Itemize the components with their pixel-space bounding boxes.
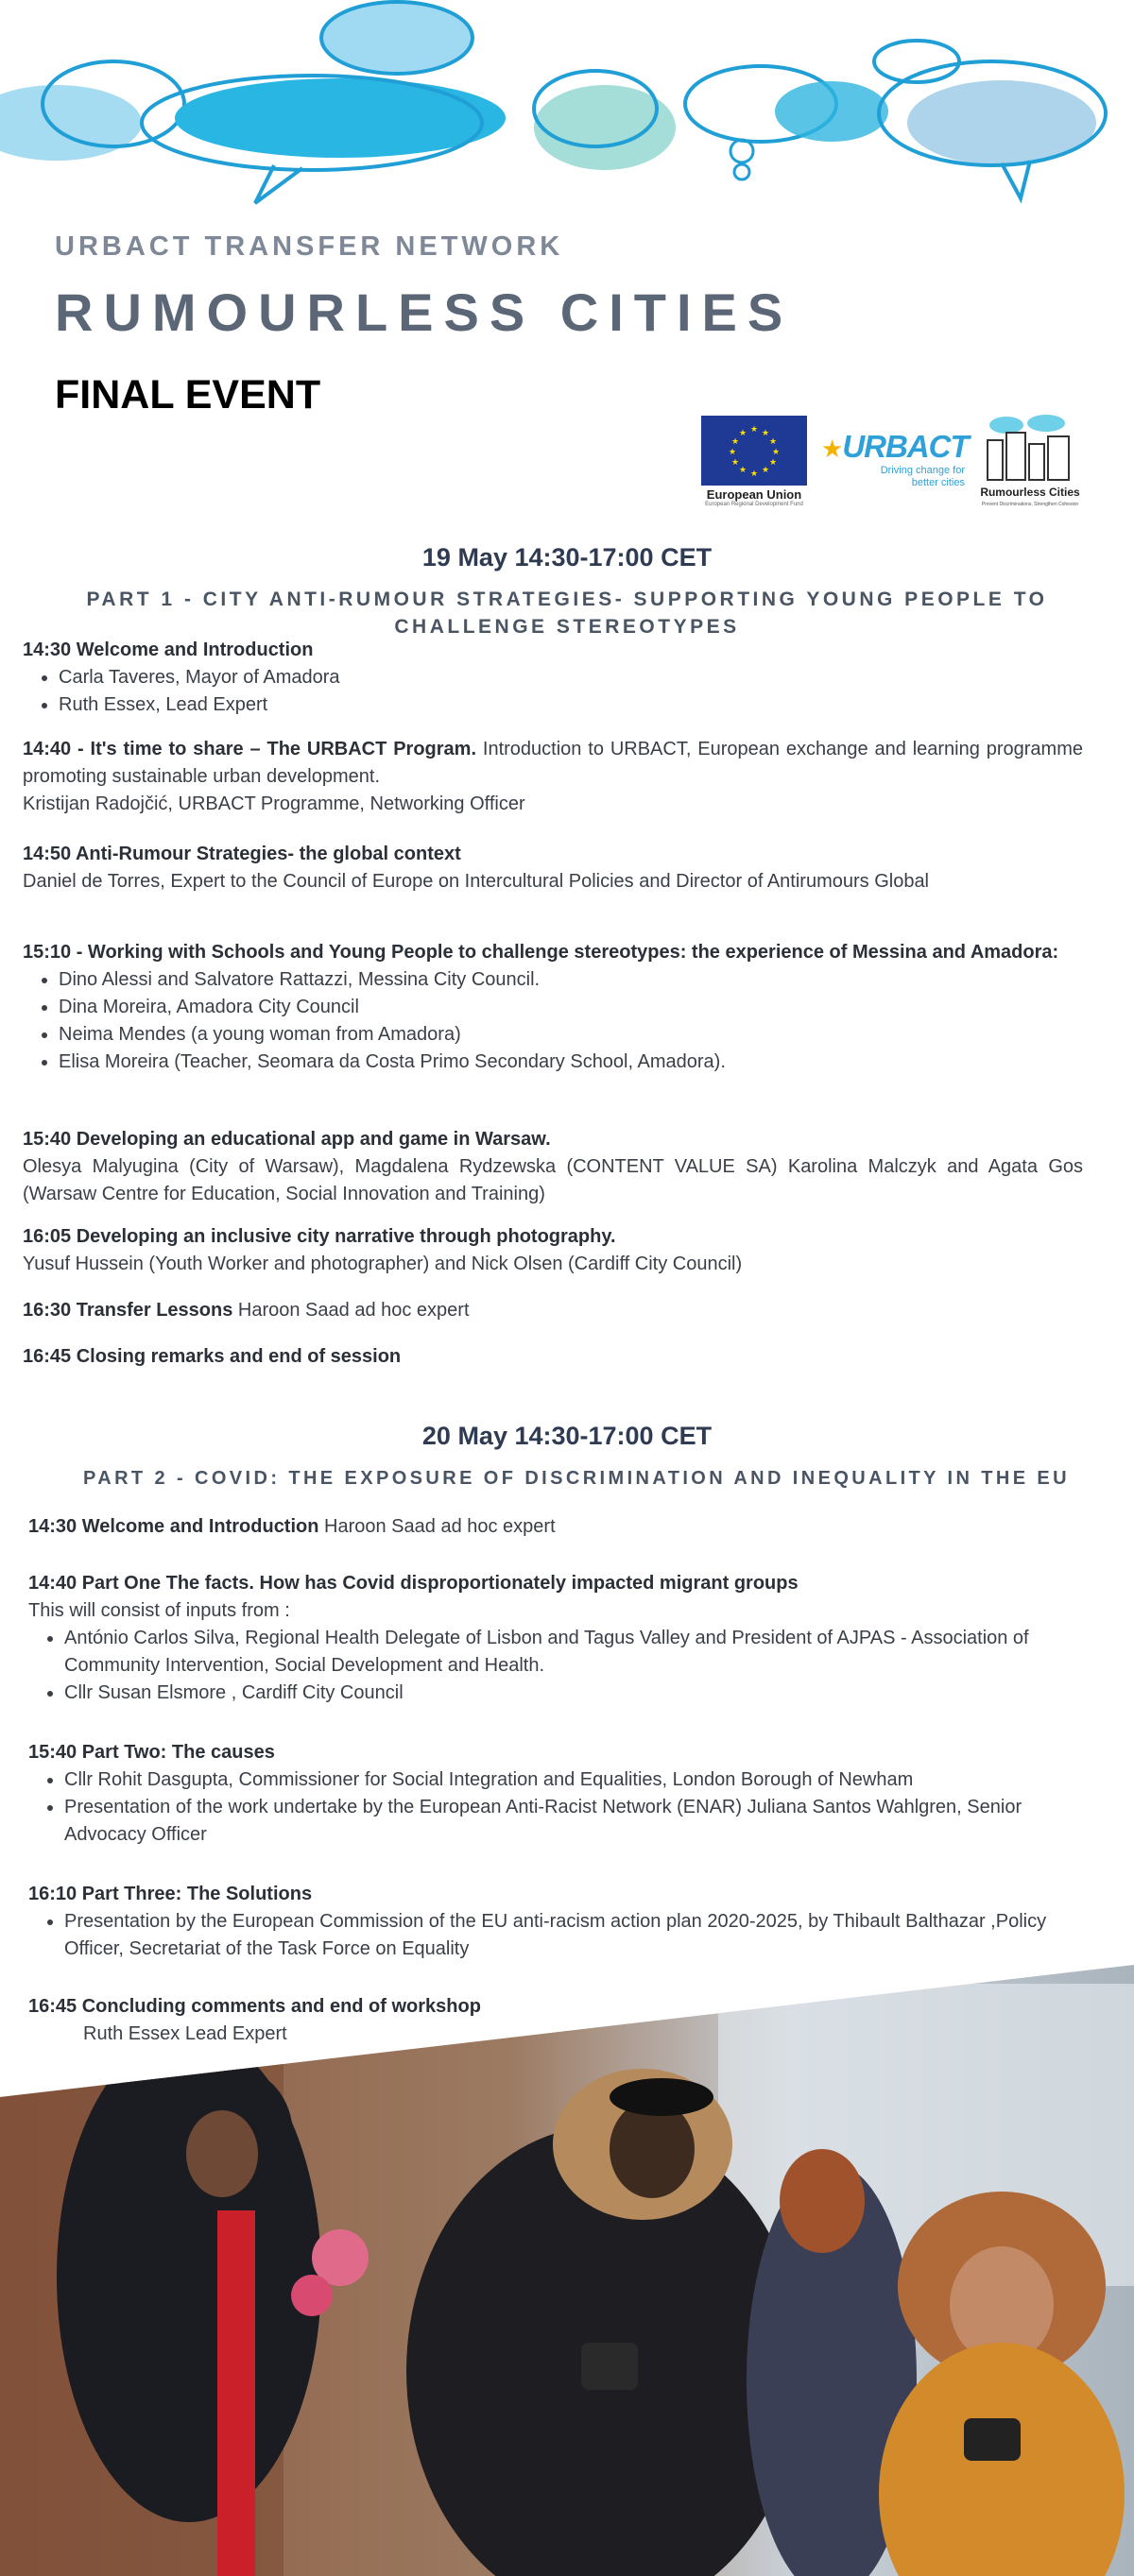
- session-time-heading: 14:50 Anti-Rumour Strategies- the global context: [23, 844, 461, 864]
- session-time-heading: 16:05 Developing an inclusive city narrative through photography.: [23, 1226, 616, 1247]
- day1-item-5: [23, 1126, 1083, 1208]
- page-title: RUMOURLESS CITIES: [55, 282, 794, 342]
- session-time-heading: 16:30 Transfer Lessons: [23, 1300, 233, 1321]
- day1-part-title: [19, 586, 1115, 640]
- speaker-line: Haroon Saad ad hoc expert: [318, 1516, 556, 1537]
- session-time-heading: 15:40 Developing an educational app and game in Warsaw.: [23, 1129, 551, 1150]
- urbact-tagline-1: Driving change for: [880, 465, 965, 476]
- rumourless-cities-logo: [978, 412, 1082, 512]
- svg-text:★: ★: [761, 429, 770, 438]
- city-skyline-icon: [978, 412, 1082, 484]
- photographers-photo: [0, 1965, 1134, 2576]
- session-time-heading: 14:40 - It's time to share – The URBACT Program.: [23, 739, 477, 759]
- urbact-logo: [821, 429, 969, 504]
- eu-fund-label: European Regional Development Fund: [705, 502, 803, 507]
- speaker-line: Ruth Essex Lead Expert: [83, 2023, 287, 2044]
- day2-item-5: [28, 1993, 690, 2048]
- day1-part-line2: CHALLENGE STEREOTYPES: [394, 616, 740, 638]
- speaker-list-item: • Cllr Susan Elsmore , Cardiff City Council: [64, 1680, 1096, 1707]
- speaker-line: Olesya Malyugina (City of Warsaw), Magdalena Rydzewska (CONTENT VALUE SA) Karolina Malczyk and Agata Gos (Warsaw Centre for Education, Social Innovation and Training): [23, 1156, 1083, 1204]
- speech-bubbles-illustration: [0, 0, 1134, 227]
- day2-item-3: [28, 1739, 1096, 1849]
- session-time-heading: 16:45 Concluding comments and end of workshop: [28, 1996, 481, 2017]
- speaker-list-item: • Presentation by the European Commission of the EU anti-racism action plan 2020-2025, by Thibault Balthazar ,Policy Officer, Secretariat of the Task Force on Equality: [64, 1908, 1096, 1963]
- star-icon: ★: [821, 435, 843, 463]
- session-time-heading: 14:30 Welcome and Introduction: [23, 640, 314, 660]
- session-time-heading: 16:45 Closing remarks and end of session: [23, 1346, 402, 1367]
- hero-speech-bubbles: [0, 0, 1134, 227]
- session-description: Introduction to URBACT, European exchange and learning programme promoting sustainable urban development.: [23, 739, 1083, 787]
- session-time-heading: 14:40 Part One The facts. How has Covid disproportionately impacted migrant groups: [28, 1573, 799, 1594]
- speaker-list-item: • Dino Alessi and Salvatore Rattazzi, Messina City Council.: [59, 966, 1083, 994]
- svg-text:★: ★: [738, 429, 747, 438]
- day2-date: 20 May 14:30-17:00 CET: [421, 1422, 713, 1450]
- session-time-heading: 16:10 Part Three: The Solutions: [28, 1884, 313, 1904]
- day2-item-2: [28, 1570, 1096, 1707]
- speaker-list-item: • Carla Taveres, Mayor of Amadora: [59, 664, 1083, 691]
- session-time-heading: 15:40 Part Two: The causes: [28, 1742, 275, 1763]
- speaker-line: Haroon Saad ad hoc expert: [232, 1300, 470, 1321]
- network-subtitle: URBACT TRANSFER NETWORK: [55, 231, 564, 262]
- day2-part-title: PART 2 - COVID: THE EXPOSURE OF DISCRIMINATION AND INEQUALITY IN THE EU: [82, 1468, 1071, 1489]
- svg-text:★: ★: [768, 437, 778, 447]
- speaker-list-item: • Dina Moreira, Amadora City Council: [59, 994, 1083, 1021]
- speaker-line: Kristijan Radojčić, URBACT Programme, Networking Officer: [23, 793, 525, 814]
- partner-logos: [701, 412, 1079, 512]
- day1-part-line1: PART 1 - CITY ANTI-RUMOUR STRATEGIES- SUPPORTING YOUNG PEOPLE TO: [86, 589, 1048, 610]
- rumourless-tagline: Prevent Discriminations, Strengthen Cohesion: [981, 502, 1079, 507]
- svg-text:★: ★: [730, 458, 740, 468]
- day2-item-4: [28, 1881, 1096, 1963]
- session-time-heading: 14:30 Welcome and Introduction: [28, 1516, 319, 1537]
- day1-item-6: [23, 1223, 1083, 1278]
- svg-text:★: ★: [749, 469, 759, 479]
- svg-text:★: ★: [749, 425, 759, 435]
- urbact-tagline-2: better cities: [911, 477, 965, 488]
- speaker-list-item: • Presentation of the work undertake by the European Anti-Racist Network (ENAR) Juliana Santos Wahlgren, Senior Advocacy Officer: [64, 1794, 1096, 1849]
- day1-item-1: [23, 637, 1083, 719]
- session-description: This will consist of inputs from :: [28, 1600, 290, 1621]
- day1-item-2: [23, 736, 1083, 818]
- svg-text:★: ★: [728, 448, 737, 457]
- rumourless-logo-label: Rumourless Cities: [980, 486, 1080, 499]
- speaker-list-item: • Cllr Rohit Dasgupta, Commissioner for Social Integration and Equalities, London Borough of Newham: [64, 1766, 1096, 1794]
- eu-logo-label: European Union: [706, 487, 802, 502]
- svg-text:★: ★: [761, 466, 770, 475]
- eu-flag-icon: [701, 416, 807, 486]
- day1-item-4: [23, 939, 1083, 1076]
- session-time-heading: 15:10 - Working with Schools and Young People to challenge stereotypes: the experience of Messina and Amadora:: [23, 942, 1059, 963]
- speaker-line: Daniel de Torres, Expert to the Council of Europe on Intercultural Policies and Director of Antirumours Global: [23, 871, 930, 892]
- day1-item-8: [23, 1343, 1083, 1371]
- urbact-logo-label: URBACT: [842, 429, 969, 464]
- event-title: FINAL EVENT: [55, 372, 321, 418]
- day2-item-1: [28, 1513, 1096, 1541]
- svg-text:★: ★: [738, 466, 747, 475]
- eu-logo: [701, 416, 807, 510]
- day1-date: 19 May 14:30-17:00 CET: [421, 543, 713, 571]
- speaker-line: Yusuf Hussein (Youth Worker and photographer) and Nick Olsen (Cardiff City Council): [23, 1254, 743, 1274]
- svg-text:★: ★: [768, 458, 778, 468]
- day1-item-3: [23, 841, 1083, 896]
- speaker-list-item: • António Carlos Silva, Regional Health Delegate of Lisbon and Tagus Valley and President of AJPAS - Association of Community Intervention, Social Development and Health.: [64, 1625, 1096, 1680]
- speaker-list-item: • Ruth Essex, Lead Expert: [59, 691, 1083, 719]
- speaker-list-item: • Elisa Moreira (Teacher, Seomara da Costa Primo Secondary School, Amadora).: [59, 1049, 1083, 1076]
- speaker-list-item: • Neima Mendes (a young woman from Amadora): [59, 1021, 1083, 1049]
- day1-item-7: [23, 1297, 1083, 1324]
- svg-text:★: ★: [730, 437, 740, 447]
- svg-text:★: ★: [771, 448, 781, 457]
